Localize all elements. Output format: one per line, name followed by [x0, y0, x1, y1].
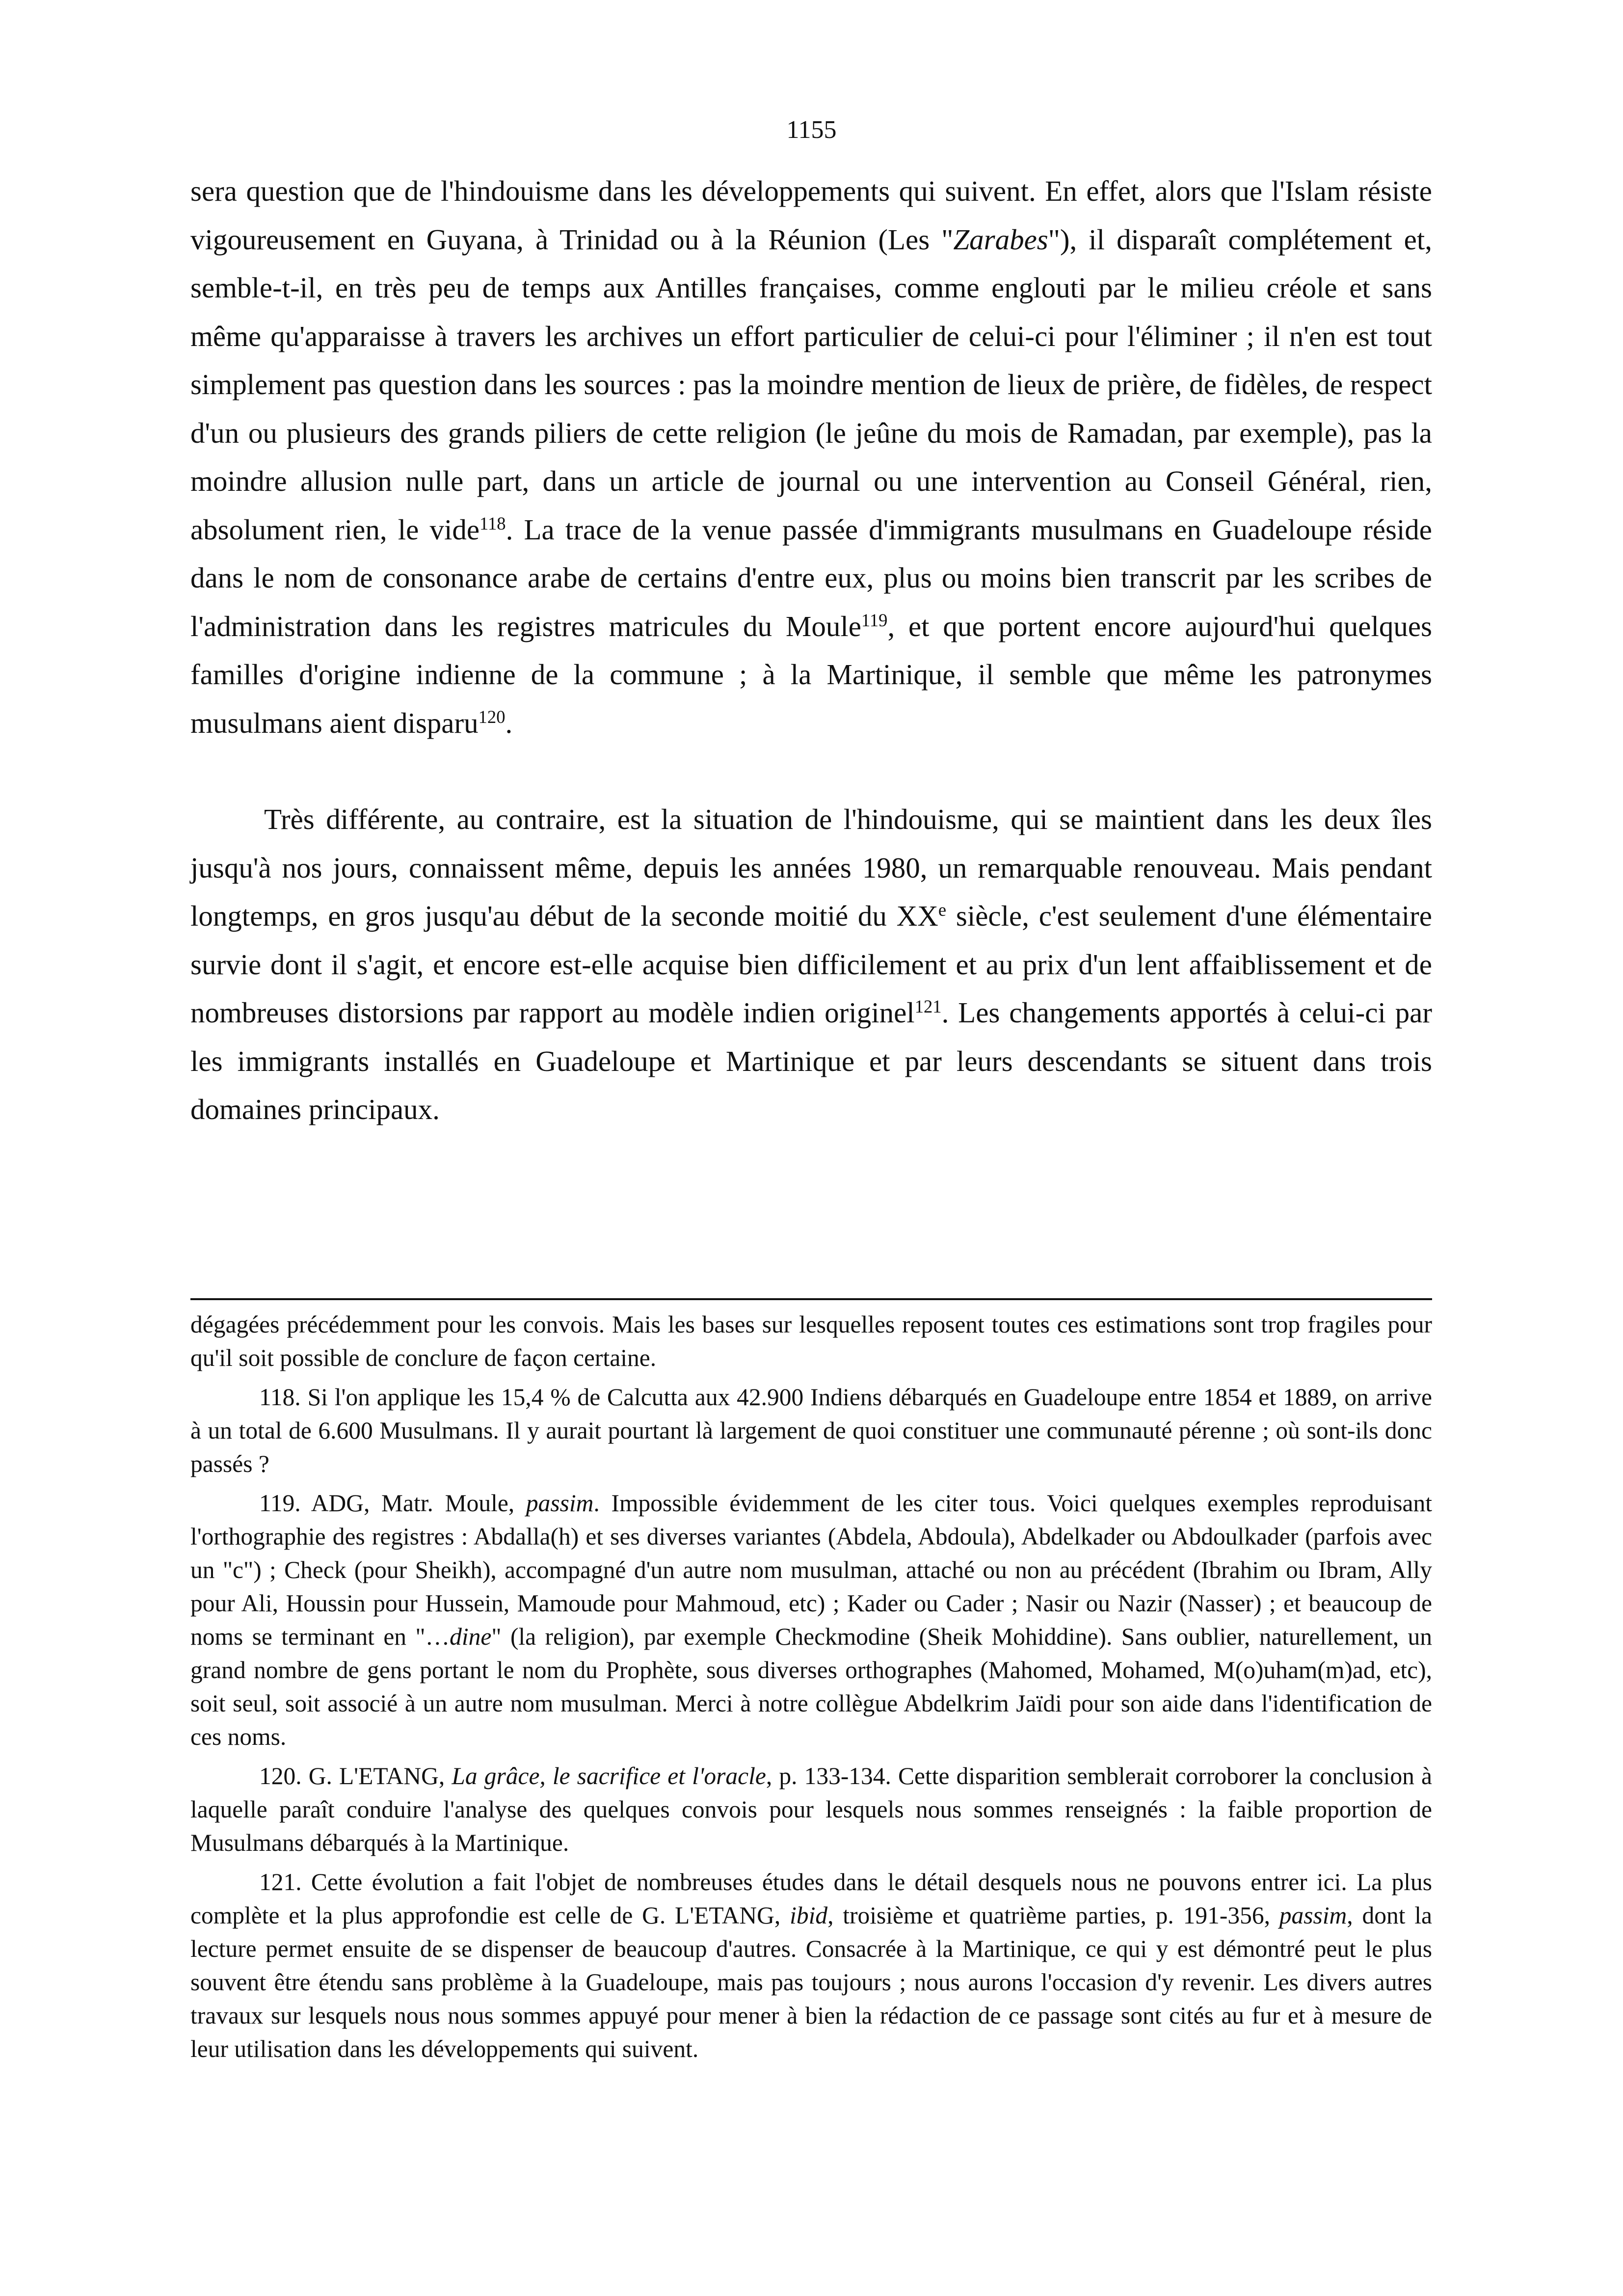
- text-run: 121. Cette évolution a fait l'objet de nombreuses études dans le détail desquels nous ne pouvons entrer ici. La plus complète et la plus approfondie est celle de G. L'ETANG,: [190, 1869, 1432, 1929]
- italic-text: La grâce, le sacrifice et l'oracle: [452, 1762, 766, 1789]
- footnotes: [190, 1308, 1432, 2072]
- text-run: sera question que de l'hindouisme dans les développements qui suivent. En effet, alors que l'Islam résiste vigoureusement en Guyana, à Trinidad ou à la Réunion (Les ": [190, 175, 1432, 256]
- text-run: , p. 133-134. Cette disparition semblerait corroborer la conclusion à laquelle paraît conduire l'analyse des quelques convois pour lesquels nous sommes renseignés : la faible proportion de Musulmans débarqués à la Martinique.: [190, 1762, 1433, 1856]
- paragraph-2: [190, 795, 1432, 1134]
- text-run: siècle, c'est seulement d'une élémentaire survie dont il s'agit, et encore est-elle acquise bien difficilement et au prix d'un lent affaiblissement et de nombreuses distorsions par rapport au modèle indien originel: [190, 900, 1432, 1029]
- text-run: " (la religion), par exemple Checkmodine (Sheik Mohiddine). Sans oublier, naturellement, un grand nombre de gens portant le nom du Prophète, sous diverses orthographes (Mahomed, Mohamed, M(o)uham(m)ad, etc), soit seul, soit associé à un autre nom musulman. Merci à notre collègue Abdelkrim Jaïdi pour son aide dans l'identification de ces noms.: [190, 1623, 1432, 1750]
- footnote-119: [190, 1487, 1432, 1754]
- footnote-ref-119[interactable]: 119: [861, 610, 888, 630]
- paragraph-1: [190, 167, 1432, 747]
- text-run: , troisième et quatrième parties, p. 191-356,: [827, 1902, 1279, 1929]
- text-run: Très différente, au contraire, est la situation de l'hindouisme, qui se maintient dans les deux îles jusqu'à nos jours, connaissent même, depuis les années 1980, un remarquable renouveau. Mais pendant longtemps, en gros jusqu'au début de la seconde moitié du XX: [190, 803, 1432, 932]
- italic-text: Zarabes: [953, 223, 1048, 256]
- footnote-ref-121[interactable]: 121: [914, 996, 942, 1016]
- footnote-separator: [190, 1298, 1432, 1300]
- text-run: . Impossible évidemment de les citer tous. Voici quelques exemples reproduisant l'orthographie des registres : Abdalla(h) et ses diverses variantes (Abdela, Abdoula), Abdelkader ou Abdoulkader (parfois avec un "c") ; Check (pour Sheikh), accompagné d'un autre nom musulman, attaché ou non au précédent (Ibrahim ou Ibram, Ally pour Ali, Houssin pour Hussein, Mamoude pour Mahmoud, etc) ; Kader ou Cader ; Nasir ou Nazir (Nasser) ; et beaucoup de noms se terminant en "…: [190, 1490, 1433, 1650]
- footnote-120: [190, 1760, 1432, 1860]
- footnote-continuation: dégagées précédemment pour les convois. Mais les bases sur lesquelles reposent toutes ces estimations sont trop fragiles pour qu'il soit possible de conclure de façon certaine.: [190, 1311, 1432, 1371]
- text-run: "), il disparaît complétement et, semble-t-il, en très peu de temps aux Antilles françaises, comme englouti par le milieu créole et sans même qu'apparaisse à travers les archives un effort particulier de celui-ci pour l'éliminer ; il n'en est tout simplement pas question dans les sources : pas la moindre mention de lieux de prière, de fidèles, de respect d'un ou plusieurs des grands piliers de cette religion (le jeûne du mois de Ramadan, par exemple), pas la moindre allusion nulle part, dans un article de journal ou une intervention au Conseil Général, rien, absolument rien, le vide: [190, 223, 1432, 546]
- italic-text: ibid: [790, 1902, 828, 1929]
- footnote-ref-120[interactable]: 120: [478, 706, 506, 727]
- footnote-ref-118[interactable]: 118: [479, 513, 506, 534]
- footnote-121: [190, 1866, 1432, 2066]
- superscript-e: e: [938, 899, 947, 920]
- footnote-118: 118. Si l'on applique les 15,4 % de Calcutta aux 42.900 Indiens débarqués en Guadeloupe entre 1854 et 1889, on arrive à un total de 6.600 Musulmans. Il y aurait pourtant là largement de quoi constituer une communauté pérenne ; où sont-ils donc passés ?: [190, 1384, 1432, 1477]
- text-run: 120. G. L'ETANG,: [259, 1762, 452, 1789]
- text-run: , dont la lecture permet ensuite de se dispenser de beaucoup d'autres. Consacrée à la Martinique, ce qui y est démontré peut le plus souvent être étendu sans problème à la Guadeloupe, mais pas toujours ; nous aurons l'occasion d'y revenir. Les divers autres travaux sur lesquels nous nous sommes appuyé pour mener à bien la rédaction de ce passage sont cités au fur et à mesure de leur utilisation dans les développements qui suivent.: [190, 1902, 1432, 2062]
- italic-text: dine: [450, 1623, 492, 1650]
- italic-text: passim: [526, 1490, 594, 1517]
- text-run: . La trace de la venue passée d'immigrants musulmans en Guadeloupe réside dans le nom de consonance arabe de certains d'entre eux, plus ou moins bien transcrit par les scribes de l'administration dans les registres matricules du Moule: [190, 513, 1432, 642]
- text-run: 119. ADG, Matr. Moule,: [259, 1490, 526, 1517]
- text-run: . Les changements apportés à celui-ci par les immigrants installés en Guadeloupe et Martinique et par leurs descendants se situent dans trois domaines principaux.: [190, 996, 1433, 1125]
- text-run: .: [505, 706, 513, 739]
- main-text: [190, 167, 1432, 1134]
- text-run: , et que portent encore aujourd'hui quelques familles d'origine indienne de la commune ; à la Martinique, il semble que même les patronymes musulmans aient disparu: [190, 610, 1432, 739]
- italic-text: passim: [1279, 1902, 1347, 1929]
- page-number: 1155: [786, 116, 837, 144]
